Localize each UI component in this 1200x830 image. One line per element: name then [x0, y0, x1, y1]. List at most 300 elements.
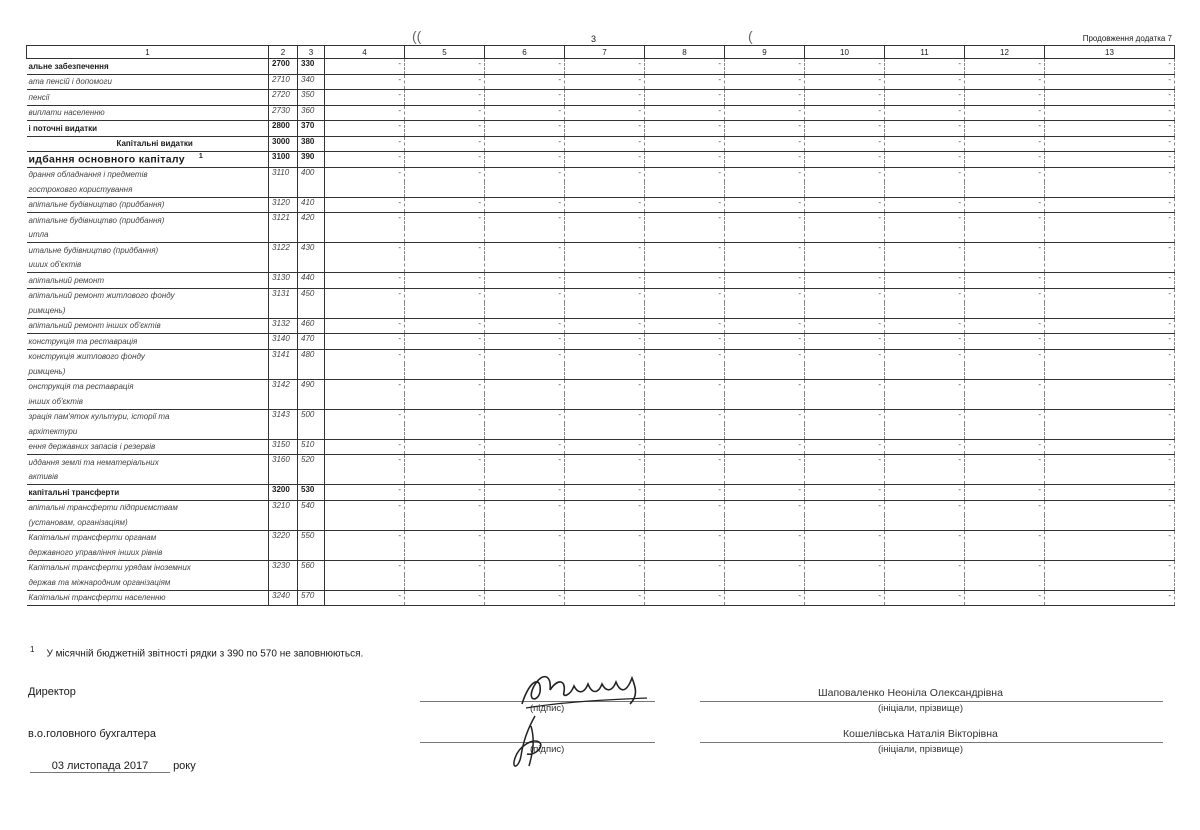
value-cell-col-13: - — [1045, 500, 1175, 530]
value-cell-col-9: - — [725, 243, 805, 273]
value-cell-col-10: - — [805, 105, 885, 121]
value-cell-col-5: - — [405, 243, 485, 273]
value-cell-col-7: - — [565, 349, 645, 379]
row-label-continuation: архітектури — [27, 424, 269, 439]
value-cell-col-7: - — [565, 197, 645, 213]
value-cell-col-12: - — [965, 167, 1045, 197]
director-name-caption: (ініціали, прізвище) — [878, 703, 963, 714]
row-line-number: 390 — [298, 152, 325, 168]
value-cell-col-7: - — [565, 318, 645, 334]
value-cell-col-4: - — [325, 349, 405, 379]
row-label-text: итальне будівництво (придбання) — [28, 245, 159, 255]
value-cell-col-9: - — [725, 530, 805, 560]
row-label-text: апітальне будівництво (придбання) — [28, 215, 165, 225]
row-kekv-code: 3160 — [269, 455, 298, 485]
value-cell-col-6: - — [485, 90, 565, 106]
value-cell-col-10: - — [805, 560, 885, 590]
row-label-text: апітальний ремонт житлового фонду — [28, 291, 175, 301]
value-cell-col-13: - — [1045, 590, 1175, 606]
row-label — [27, 439, 269, 455]
value-cell-col-11: - — [885, 136, 965, 152]
value-cell-col-4: - — [325, 197, 405, 213]
value-cell-col-8: - — [645, 530, 725, 560]
table-row — [27, 379, 1175, 394]
row-label-text: ата пенсій і допомоги — [28, 77, 112, 87]
column-header-12: 12 — [965, 46, 1045, 59]
row-label — [27, 74, 269, 90]
row-kekv-code: 3100 — [269, 152, 298, 168]
row-label-continuation: інших об'єктів — [27, 394, 269, 409]
value-cell-col-10: - — [805, 349, 885, 379]
value-cell-col-7: - — [565, 500, 645, 530]
row-label-text: альне забезпечення — [28, 61, 109, 71]
value-cell-col-11: - — [885, 74, 965, 90]
value-cell-col-5: - — [405, 59, 485, 75]
value-cell-col-13: - — [1045, 273, 1175, 289]
value-cell-col-5: - — [405, 349, 485, 379]
row-line-number: 520 — [298, 455, 325, 485]
value-cell-col-4: - — [325, 379, 405, 409]
accountant-name: Кошелівська Наталія Вікторівна — [843, 728, 998, 740]
table-row — [27, 59, 1175, 75]
row-kekv-code: 2700 — [269, 59, 298, 75]
row-label-continuation: римщень) — [27, 303, 269, 318]
value-cell-col-12: - — [965, 136, 1045, 152]
value-cell-col-10: - — [805, 273, 885, 289]
value-cell-col-10: - — [805, 318, 885, 334]
value-cell-col-12: - — [965, 530, 1045, 560]
row-label — [27, 273, 269, 289]
column-header-4: 4 — [325, 46, 405, 59]
value-cell-col-7: - — [565, 455, 645, 485]
value-cell-col-11: - — [885, 349, 965, 379]
value-cell-col-6: - — [485, 213, 565, 243]
row-label — [27, 105, 269, 121]
director-signature-caption: (підпис) — [530, 703, 565, 714]
accountant-name-line — [700, 742, 1163, 743]
value-cell-col-13: - — [1045, 409, 1175, 439]
value-cell-col-9: - — [725, 485, 805, 501]
row-label — [27, 349, 269, 364]
value-cell-col-11: - — [885, 90, 965, 106]
value-cell-col-4: - — [325, 273, 405, 289]
value-cell-col-12: - — [965, 379, 1045, 409]
row-kekv-code: 3132 — [269, 318, 298, 334]
value-cell-col-8: - — [645, 105, 725, 121]
value-cell-col-10: - — [805, 59, 885, 75]
row-label — [27, 288, 269, 303]
table-row — [27, 136, 1175, 152]
table-body — [27, 59, 1175, 606]
value-cell-col-13: - — [1045, 59, 1175, 75]
column-header-10: 10 — [805, 46, 885, 59]
value-cell-col-7: - — [565, 273, 645, 289]
row-label — [27, 213, 269, 228]
row-label — [27, 121, 269, 137]
row-line-number: 570 — [298, 590, 325, 606]
footnote-reference: 1 — [198, 153, 204, 160]
table-row — [27, 167, 1175, 182]
value-cell-col-13: - — [1045, 197, 1175, 213]
value-cell-col-12: - — [965, 213, 1045, 243]
value-cell-col-12: - — [965, 243, 1045, 273]
value-cell-col-11: - — [885, 167, 965, 197]
value-cell-col-6: - — [485, 500, 565, 530]
value-cell-col-6: - — [485, 105, 565, 121]
value-cell-col-4: - — [325, 136, 405, 152]
value-cell-col-12: - — [965, 288, 1045, 318]
row-line-number: 360 — [298, 105, 325, 121]
scan-mark-left: (( — [412, 28, 422, 44]
row-label-continuation: римщень) — [27, 364, 269, 379]
row-label-text: драння обладнання і предметів — [28, 170, 148, 180]
scan-mark-right: ( — [748, 28, 753, 44]
column-number-row — [27, 46, 1175, 59]
table-row — [27, 455, 1175, 470]
value-cell-col-4: - — [325, 500, 405, 530]
row-label — [27, 318, 269, 334]
value-cell-col-5: - — [405, 90, 485, 106]
value-cell-col-13: - — [1045, 379, 1175, 409]
value-cell-col-13: - — [1045, 455, 1175, 485]
value-cell-col-9: - — [725, 439, 805, 455]
value-cell-col-11: - — [885, 485, 965, 501]
value-cell-col-7: - — [565, 288, 645, 318]
value-cell-col-8: - — [645, 59, 725, 75]
value-cell-col-8: - — [645, 349, 725, 379]
value-cell-col-8: - — [645, 318, 725, 334]
value-cell-col-7: - — [565, 560, 645, 590]
value-cell-col-11: - — [885, 560, 965, 590]
value-cell-col-7: - — [565, 121, 645, 137]
value-cell-col-11: - — [885, 105, 965, 121]
value-cell-col-10: - — [805, 197, 885, 213]
value-cell-col-6: - — [485, 59, 565, 75]
table-row — [27, 485, 1175, 501]
value-cell-col-7: - — [565, 152, 645, 168]
value-cell-col-6: - — [485, 409, 565, 439]
row-line-number: 450 — [298, 288, 325, 318]
value-cell-col-11: - — [885, 121, 965, 137]
value-cell-col-6: - — [485, 121, 565, 137]
row-label — [27, 455, 269, 470]
value-cell-col-5: - — [405, 197, 485, 213]
row-kekv-code: 3122 — [269, 243, 298, 273]
row-kekv-code: 3230 — [269, 560, 298, 590]
value-cell-col-8: - — [645, 334, 725, 350]
value-cell-col-13: - — [1045, 90, 1175, 106]
value-cell-col-12: - — [965, 409, 1045, 439]
value-cell-col-13: - — [1045, 152, 1175, 168]
row-kekv-code: 3110 — [269, 167, 298, 197]
accountant-name-caption: (ініціали, прізвище) — [878, 744, 963, 755]
value-cell-col-7: - — [565, 105, 645, 121]
row-kekv-code: 3220 — [269, 530, 298, 560]
row-label-text: иддання землі та нематеріальних — [28, 457, 159, 467]
director-label: Директор — [28, 686, 76, 698]
value-cell-col-10: - — [805, 455, 885, 485]
value-cell-col-10: - — [805, 167, 885, 197]
row-line-number: 460 — [298, 318, 325, 334]
row-label-text: Капітальні видатки — [116, 139, 193, 149]
value-cell-col-8: - — [645, 243, 725, 273]
value-cell-col-12: - — [965, 590, 1045, 606]
value-cell-col-7: - — [565, 90, 645, 106]
value-cell-col-11: - — [885, 197, 965, 213]
value-cell-col-6: - — [485, 485, 565, 501]
value-cell-col-6: - — [485, 167, 565, 197]
row-kekv-code: 2710 — [269, 74, 298, 90]
value-cell-col-9: - — [725, 90, 805, 106]
value-cell-col-4: - — [325, 288, 405, 318]
value-cell-col-4: - — [325, 59, 405, 75]
column-header-8: 8 — [645, 46, 725, 59]
appendix-label: Продовження додатка 7 — [1082, 34, 1172, 43]
value-cell-col-6: - — [485, 560, 565, 590]
value-cell-col-5: - — [405, 439, 485, 455]
value-cell-col-5: - — [405, 152, 485, 168]
row-line-number: 510 — [298, 439, 325, 455]
row-label-text: Капітальні трансферти урядам іноземних — [28, 563, 191, 573]
value-cell-col-10: - — [805, 530, 885, 560]
value-cell-col-7: - — [565, 243, 645, 273]
value-cell-col-6: - — [485, 455, 565, 485]
value-cell-col-12: - — [965, 455, 1045, 485]
value-cell-col-5: - — [405, 74, 485, 90]
value-cell-col-8: - — [645, 152, 725, 168]
value-cell-col-7: - — [565, 439, 645, 455]
value-cell-col-10: - — [805, 485, 885, 501]
row-kekv-code: 3121 — [269, 213, 298, 243]
value-cell-col-13: - — [1045, 530, 1175, 560]
value-cell-col-4: - — [325, 334, 405, 350]
row-label-continuation: активів — [27, 470, 269, 485]
value-cell-col-8: - — [645, 560, 725, 590]
value-cell-col-9: - — [725, 318, 805, 334]
table-row — [27, 318, 1175, 334]
value-cell-col-10: - — [805, 288, 885, 318]
row-label-text: онструкція та реставрація — [28, 382, 134, 392]
row-line-number: 410 — [298, 197, 325, 213]
value-cell-col-6: - — [485, 318, 565, 334]
value-cell-col-13: - — [1045, 439, 1175, 455]
value-cell-col-8: - — [645, 213, 725, 243]
value-cell-col-11: - — [885, 500, 965, 530]
value-cell-col-10: - — [805, 500, 885, 530]
value-cell-col-5: - — [405, 213, 485, 243]
row-label-text: апітальний ремонт — [28, 275, 105, 285]
row-line-number: 480 — [298, 349, 325, 379]
value-cell-col-5: - — [405, 273, 485, 289]
row-label — [27, 167, 269, 182]
row-label — [27, 560, 269, 575]
row-kekv-code: 3141 — [269, 349, 298, 379]
table-row — [27, 409, 1175, 424]
row-label — [27, 197, 269, 213]
value-cell-col-9: - — [725, 59, 805, 75]
row-label — [27, 500, 269, 515]
value-cell-col-9: - — [725, 136, 805, 152]
row-label — [27, 136, 269, 152]
row-label — [27, 485, 269, 501]
value-cell-col-7: - — [565, 334, 645, 350]
value-cell-col-5: - — [405, 379, 485, 409]
value-cell-col-4: - — [325, 213, 405, 243]
value-cell-col-7: - — [565, 379, 645, 409]
value-cell-col-11: - — [885, 213, 965, 243]
table-row — [27, 213, 1175, 228]
value-cell-col-6: - — [485, 439, 565, 455]
value-cell-col-13: - — [1045, 349, 1175, 379]
row-label-text: пенсії — [28, 92, 50, 102]
date-suffix: року — [173, 760, 196, 772]
value-cell-col-5: - — [405, 105, 485, 121]
row-kekv-code: 3130 — [269, 273, 298, 289]
footnote-text: У місячній бюджетній звітності рядки з 390 по 570 не заповнюються. — [46, 648, 364, 660]
value-cell-col-10: - — [805, 439, 885, 455]
row-kekv-code: 2730 — [269, 105, 298, 121]
value-cell-col-8: - — [645, 379, 725, 409]
value-cell-col-13: - — [1045, 213, 1175, 243]
value-cell-col-6: - — [485, 136, 565, 152]
value-cell-col-10: - — [805, 243, 885, 273]
director-name-line — [700, 701, 1163, 702]
value-cell-col-11: - — [885, 379, 965, 409]
row-label-text: і поточні видатки — [28, 123, 98, 133]
value-cell-col-4: - — [325, 74, 405, 90]
value-cell-col-4: - — [325, 485, 405, 501]
row-label — [27, 530, 269, 545]
value-cell-col-10: - — [805, 90, 885, 106]
row-line-number: 440 — [298, 273, 325, 289]
value-cell-col-10: - — [805, 213, 885, 243]
value-cell-col-8: - — [645, 409, 725, 439]
value-cell-col-12: - — [965, 349, 1045, 379]
value-cell-col-13: - — [1045, 288, 1175, 318]
row-line-number: 470 — [298, 334, 325, 350]
value-cell-col-11: - — [885, 409, 965, 439]
row-label-text: Капітальні трансферти населенню — [28, 593, 166, 603]
row-label-text: капітальні трансферти — [28, 487, 120, 497]
value-cell-col-5: - — [405, 136, 485, 152]
value-cell-col-8: - — [645, 74, 725, 90]
row-label — [27, 243, 269, 258]
row-label — [27, 590, 269, 606]
value-cell-col-5: - — [405, 318, 485, 334]
value-cell-col-9: - — [725, 152, 805, 168]
column-header-1: 1 — [27, 46, 269, 59]
value-cell-col-5: - — [405, 500, 485, 530]
value-cell-col-5: - — [405, 530, 485, 560]
table-row — [27, 197, 1175, 213]
row-line-number: 490 — [298, 379, 325, 409]
row-label-text: апітальні трансферти підприємствам — [28, 503, 178, 513]
value-cell-col-11: - — [885, 59, 965, 75]
value-cell-col-10: - — [805, 590, 885, 606]
value-cell-col-6: - — [485, 197, 565, 213]
value-cell-col-9: - — [725, 74, 805, 90]
value-cell-col-11: - — [885, 455, 965, 485]
accountant-signature-caption: (підпис) — [530, 744, 565, 755]
value-cell-col-11: - — [885, 273, 965, 289]
value-cell-col-12: - — [965, 273, 1045, 289]
row-label-continuation: иших об'єктів — [27, 258, 269, 273]
row-kekv-code: 3143 — [269, 409, 298, 439]
value-cell-col-12: - — [965, 121, 1045, 137]
value-cell-col-5: - — [405, 455, 485, 485]
value-cell-col-6: - — [485, 74, 565, 90]
value-cell-col-9: - — [725, 409, 805, 439]
value-cell-col-9: - — [725, 121, 805, 137]
value-cell-col-5: - — [405, 121, 485, 137]
table-row — [27, 74, 1175, 90]
table-row — [27, 500, 1175, 515]
value-cell-col-9: - — [725, 379, 805, 409]
table-row — [27, 105, 1175, 121]
value-cell-col-9: - — [725, 167, 805, 197]
row-line-number: 350 — [298, 90, 325, 106]
director-signature-image — [512, 668, 662, 712]
value-cell-col-13: - — [1045, 105, 1175, 121]
column-header-6: 6 — [485, 46, 565, 59]
row-kekv-code: 2720 — [269, 90, 298, 106]
value-cell-col-6: - — [485, 243, 565, 273]
value-cell-col-6: - — [485, 152, 565, 168]
row-label — [27, 379, 269, 394]
value-cell-col-13: - — [1045, 334, 1175, 350]
value-cell-col-8: - — [645, 500, 725, 530]
value-cell-col-11: - — [885, 288, 965, 318]
value-cell-col-9: - — [725, 560, 805, 590]
value-cell-col-6: - — [485, 349, 565, 379]
row-label-text: апітальне будівництво (придбання) — [28, 200, 165, 210]
value-cell-col-9: - — [725, 349, 805, 379]
value-cell-col-7: - — [565, 530, 645, 560]
value-cell-col-9: - — [725, 273, 805, 289]
value-cell-col-11: - — [885, 439, 965, 455]
row-label — [27, 59, 269, 75]
value-cell-col-12: - — [965, 105, 1045, 121]
value-cell-col-7: - — [565, 409, 645, 439]
value-cell-col-11: - — [885, 243, 965, 273]
table-row — [27, 530, 1175, 545]
row-label-text: ення державних запасів і резервів — [28, 442, 156, 452]
row-label-continuation: державного управління інших рівнів — [27, 545, 269, 560]
value-cell-col-5: - — [405, 560, 485, 590]
row-kekv-code: 3120 — [269, 197, 298, 213]
value-cell-col-7: - — [565, 136, 645, 152]
value-cell-col-13: - — [1045, 243, 1175, 273]
row-label-text: виплати населенню — [28, 108, 105, 118]
footnote — [30, 645, 363, 659]
value-cell-col-11: - — [885, 152, 965, 168]
column-header-3: 3 — [298, 46, 325, 59]
value-cell-col-6: - — [485, 379, 565, 409]
footnote-mark: 1 — [30, 645, 35, 654]
column-header-2: 2 — [269, 46, 298, 59]
accountant-label: в.о.головного бухгалтера — [28, 728, 156, 740]
value-cell-col-4: - — [325, 439, 405, 455]
value-cell-col-11: - — [885, 590, 965, 606]
value-cell-col-8: - — [645, 197, 725, 213]
value-cell-col-13: - — [1045, 485, 1175, 501]
value-cell-col-9: - — [725, 105, 805, 121]
director-name: Шаповаленко Неоніла Олександрівна — [818, 687, 1003, 699]
value-cell-col-4: - — [325, 90, 405, 106]
row-kekv-code: 3131 — [269, 288, 298, 318]
row-line-number: 340 — [298, 74, 325, 90]
value-cell-col-5: - — [405, 590, 485, 606]
